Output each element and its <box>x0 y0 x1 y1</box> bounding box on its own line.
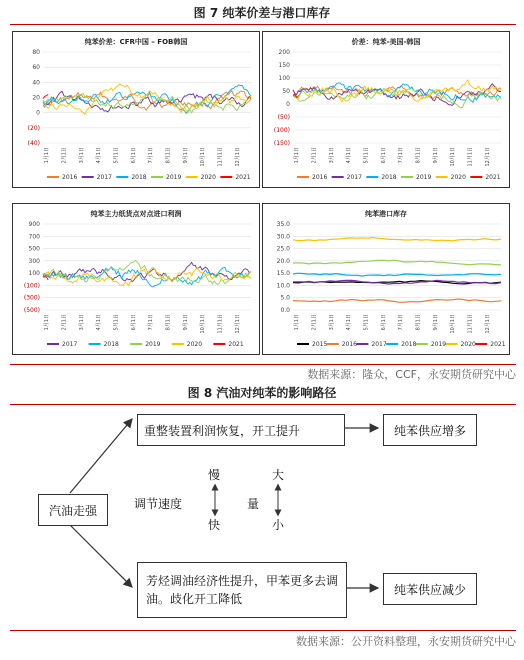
x-tick-label: 9月1日 <box>182 147 189 164</box>
y-tick-label: 40 <box>32 79 40 87</box>
x-tick-label: 6月1日 <box>130 314 137 331</box>
legend-label: 2017 <box>346 174 362 181</box>
legend-label: 2021 <box>490 341 506 348</box>
series-line-2017 <box>43 262 251 281</box>
y-tick-label: 30.0 <box>276 233 290 241</box>
x-tick-label: 12月1日 <box>484 147 491 167</box>
legend-label: 2021 <box>235 174 251 181</box>
y-tick-label: 15.0 <box>276 270 290 278</box>
x-tick-label: 5月1日 <box>363 147 370 164</box>
chart-panel-port-inventory <box>262 203 510 355</box>
x-tick-label: 4月1日 <box>346 147 353 164</box>
arrow-to-bottom <box>70 525 132 587</box>
y-tick-label: 900 <box>28 221 40 228</box>
speed-label: 调节速度 <box>134 497 183 511</box>
y-tick-label: 300 <box>28 257 40 265</box>
x-tick-label: 2月1日 <box>311 314 318 331</box>
y-tick-label: 20 <box>32 94 40 102</box>
x-tick-label: 10月1日 <box>200 314 207 334</box>
x-tick-label: 7月1日 <box>398 147 405 164</box>
x-tick-label: 7月1日 <box>148 314 155 331</box>
x-tick-label: 7月1日 <box>398 314 405 331</box>
legend-label: 2020 <box>450 174 466 181</box>
x-tick-label: 3月1日 <box>328 314 335 331</box>
x-tick-label: 6月1日 <box>130 147 137 164</box>
x-tick-label: 1月1日 <box>44 314 51 331</box>
chart-panel-import-profit <box>12 203 260 355</box>
x-tick-label: 11月1日 <box>217 314 224 334</box>
y-tick-label: 35.0 <box>276 221 290 228</box>
y-tick-label: 100 <box>278 75 290 82</box>
x-tick-label: 10月1日 <box>450 147 457 167</box>
x-tick-label: 5月1日 <box>363 314 370 331</box>
legend-label: 2016 <box>341 341 357 348</box>
x-tick-label: 1月1日 <box>294 147 301 164</box>
x-tick-label: 3月1日 <box>78 147 85 164</box>
x-tick-label: 10月1日 <box>200 147 207 167</box>
x-tick-label: 6月1日 <box>380 147 387 164</box>
legend-label: 2021 <box>485 174 501 181</box>
y-tick-label: 0 <box>286 101 290 108</box>
small-label: 小 <box>272 518 285 532</box>
aromatics-blending-box: 芳烃调油经济性提升，甲苯更多去调油。歧化开工降低 <box>137 562 347 618</box>
amount-label: 量 <box>247 497 260 511</box>
arrow-to-top <box>70 419 132 493</box>
x-tick-label: 8月1日 <box>165 314 172 331</box>
y-tick-label: 0.0 <box>280 307 290 314</box>
series-line-2020 <box>293 238 501 241</box>
legend-label: 2017 <box>62 341 78 348</box>
x-tick-label: 2月1日 <box>311 147 318 164</box>
big-label: 大 <box>272 468 285 482</box>
y-tick-label: 20.0 <box>276 257 290 265</box>
legend-label: 2019 <box>145 341 161 348</box>
legend-label: 2017 <box>96 174 112 181</box>
chart-panel-cfr-fob <box>12 31 260 188</box>
x-tick-label: 1月1日 <box>44 147 51 164</box>
x-tick-label: 5月1日 <box>113 314 120 331</box>
y-tick-label: 200 <box>278 49 290 56</box>
legend-label: 2018 <box>401 341 417 348</box>
legend-label: 2018 <box>131 174 147 181</box>
legend-label: 2016 <box>312 174 328 181</box>
y-tick-label: 700 <box>28 233 40 241</box>
legend-label: 2020 <box>186 341 203 348</box>
legend-label: 2021 <box>228 341 244 348</box>
x-tick-label: 3月1日 <box>328 147 335 164</box>
x-tick-label: 4月1日 <box>96 147 103 164</box>
x-tick-label: 4月1日 <box>346 314 353 331</box>
series-line-2021 <box>43 94 48 98</box>
legend-label: 2015 <box>312 341 328 348</box>
series-line-2018 <box>293 273 501 276</box>
x-tick-label: 9月1日 <box>182 314 189 331</box>
x-tick-label: 8月1日 <box>415 147 422 164</box>
y-tick-label: (100) <box>23 282 40 290</box>
y-tick-label: 60 <box>32 64 40 72</box>
y-tick-label: 150 <box>278 62 290 69</box>
chart-title: 价差：纯苯-美国-韩国 <box>351 38 421 46</box>
series-line-2019 <box>43 93 251 113</box>
figure7-title: 图 7 纯苯价差与港口库存 <box>193 6 331 20</box>
legend-label: 2020 <box>460 341 476 348</box>
y-tick-label: 100 <box>28 270 40 278</box>
x-tick-label: 11月1日 <box>217 147 224 167</box>
x-tick-label: 1月1日 <box>294 314 301 331</box>
y-tick-label: 5.0 <box>280 294 290 302</box>
fast-label: 快 <box>208 518 221 532</box>
x-tick-label: 5月1日 <box>113 147 120 164</box>
figure8-bottom-rule <box>10 630 516 631</box>
y-tick-label: 10.0 <box>276 282 290 290</box>
x-tick-label: 11月1日 <box>467 147 474 167</box>
figure7-bottom-rule <box>10 364 516 365</box>
y-tick-label: (500) <box>23 307 40 314</box>
x-tick-label: 8月1日 <box>165 147 172 164</box>
x-tick-label: 9月1日 <box>432 314 439 331</box>
y-tick-label: 500 <box>28 245 40 253</box>
legend-label: 2017 <box>371 341 387 348</box>
x-tick-label: 9月1日 <box>432 147 439 164</box>
x-tick-label: 7月1日 <box>148 147 155 164</box>
chart-title: 纯苯港口库存 <box>365 210 407 218</box>
figure8-source: 数据来源：公开资料整理，永安期货研究中心 <box>296 635 516 648</box>
figure7-source: 数据来源：隆众，CCF，永安期货研究中心 <box>307 368 516 381</box>
x-tick-label: 10月1日 <box>450 314 457 334</box>
x-tick-label: 12月1日 <box>234 147 241 167</box>
chart-title: 纯苯价差：CFR中国 – FOB韩国 <box>84 38 188 46</box>
legend-label: 2019 <box>430 341 447 348</box>
chart-title: 纯苯主力纸货点对点进口利润 <box>90 210 182 218</box>
figure7-top-rule <box>10 24 516 25</box>
series-line-2016 <box>293 299 501 302</box>
x-tick-label: 12月1日 <box>484 314 491 334</box>
x-tick-label: 4月1日 <box>96 314 103 331</box>
chart-panel-us-korea <box>262 31 510 188</box>
legend-label: 2018 <box>381 174 397 181</box>
y-tick-label: (50) <box>277 114 290 121</box>
y-tick-label: (150) <box>273 140 290 147</box>
y-tick-label: 0 <box>36 109 40 117</box>
x-tick-label: 2月1日 <box>61 314 68 331</box>
x-tick-label: 3月1日 <box>78 314 85 331</box>
y-tick-label: 25.0 <box>276 245 290 253</box>
figure8-title: 图 8 汽油对纯苯的影响路径 <box>187 386 337 400</box>
legend-label: 2018 <box>103 341 119 348</box>
reforming-box: 重整装置利润恢复，开工提升 <box>137 414 345 446</box>
y-tick-label: 80 <box>32 49 40 56</box>
y-tick-label: (20) <box>27 124 40 132</box>
gasoline-strong-box: 汽油走强 <box>38 494 108 526</box>
y-tick-label: (100) <box>273 127 290 134</box>
legend-label: 2016 <box>62 174 78 181</box>
y-tick-label: (300) <box>23 294 40 302</box>
x-tick-label: 8月1日 <box>415 314 422 331</box>
legend-label: 2020 <box>200 174 216 181</box>
y-tick-label: 50 <box>282 88 290 95</box>
slow-label: 慢 <box>208 468 221 482</box>
x-tick-label: 2月1日 <box>61 147 68 164</box>
legend-label: 2019 <box>416 174 432 181</box>
y-tick-label: (40) <box>27 140 40 147</box>
x-tick-label: 11月1日 <box>467 314 474 334</box>
x-tick-label: 12月1日 <box>234 314 241 334</box>
supply-increase-box: 纯苯供应增多 <box>383 414 477 446</box>
supply-decrease-box: 纯苯供应减少 <box>383 573 477 605</box>
legend-label: 2019 <box>166 174 182 181</box>
x-tick-label: 6月1日 <box>380 314 387 331</box>
